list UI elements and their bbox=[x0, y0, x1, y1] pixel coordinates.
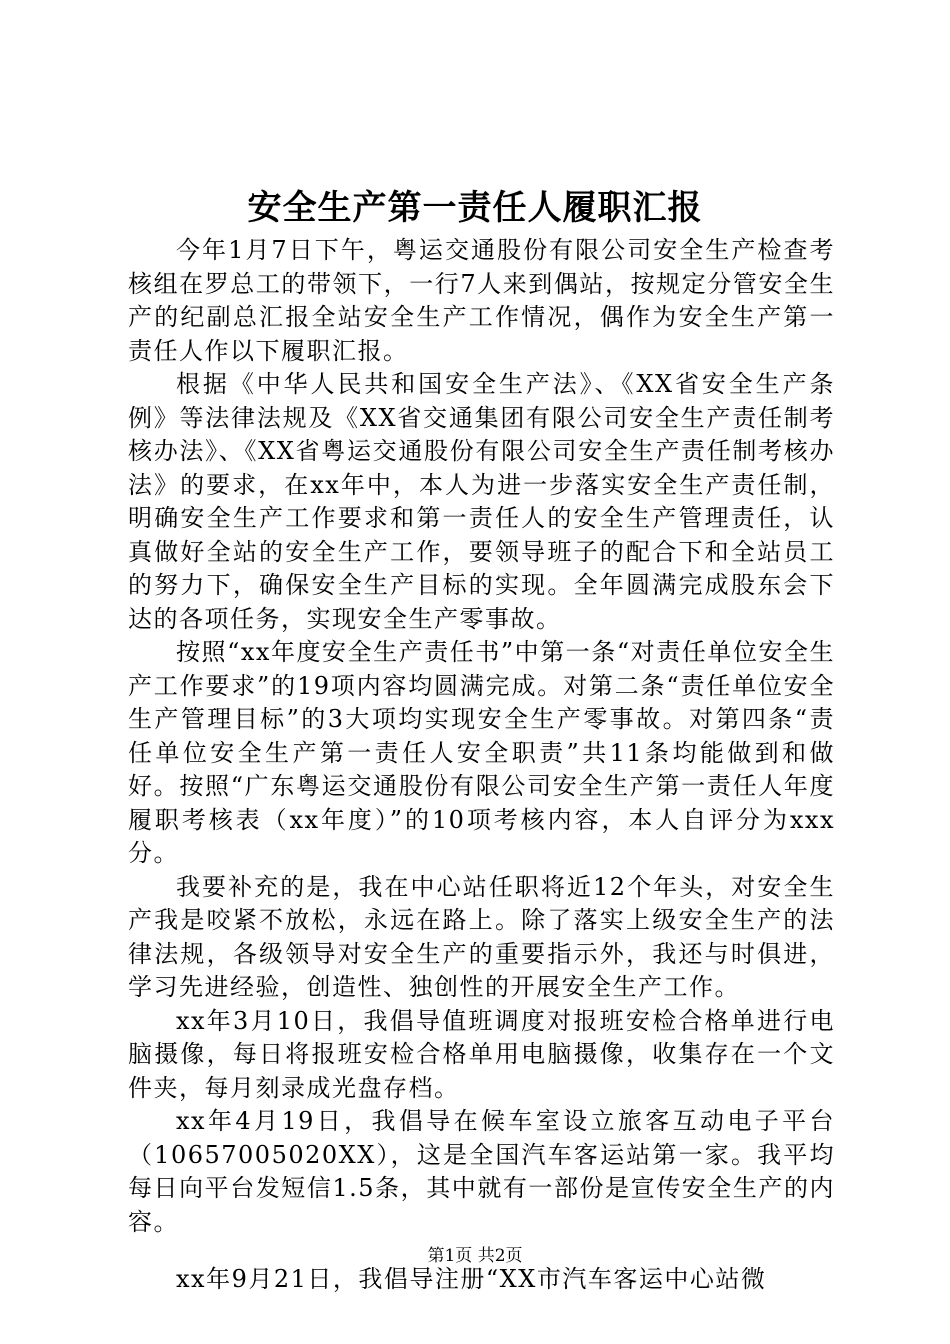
page-footer: 第1页 共2页 bbox=[427, 1246, 523, 1266]
paragraph-4: 我要补充的是，我在中心站任职将近12个年头，对安全生产我是咬紧不放松，永远在路上。除了落实上级安全生产的法律法规，各级领导对安全生产的重要指示外，我还与时俱进，学习先进经验，创造性、独创性的开展安全生产工作。 bbox=[128, 872, 835, 1001]
paragraph-3: 按照“xx年度安全生产责任书”中第一条“对责任单位安全生产工作要求”的19项内容均圆满完成。对第二条“责任单位安全生产管理目标”的3大项均实现安全生产零事故。对第四条“责任单位安全生产第一责任人安全职责”共11条均能做到和做好。按照“广东粤运交通股份有限公司安全生产第一责任人年度履职考核表（xx年度）”的10项考核内容，本人自评分为xxx分。 bbox=[128, 638, 835, 867]
document-body bbox=[128, 234, 835, 1297]
paragraph-7: xx年9月21日，我倡导注册“XX市汽车客运中心站微 bbox=[176, 1265, 767, 1293]
paragraph-5: xx年3月10日，我倡导值班调度对报班安检合格单进行电脑摄像，每日将报班安检合格单用电脑摄像，收集存在一个文件夹，每月刻录成光盘存档。 bbox=[128, 1006, 835, 1102]
paragraph-1: 今年1月7日下午，粤运交通股份有限公司安全生产检查考核组在罗总工的带领下，一行7人来到偶站，按规定分管安全生产的纪副总汇报全站安全生产工作情况，偶作为安全生产第一责任人作以下履职汇报。 bbox=[128, 236, 835, 365]
document-title: 安全生产第一责任人履职汇报 bbox=[247, 188, 703, 228]
paragraph-2: 根据《中华人民共和国安全生产法》、《XX省安全生产条例》等法律法规及《XX省交通集团有限公司安全生产责任制考核办法》、《XX省粤运交通股份有限公司安全生产责任制考核办法》的要求，在xx年中，本人为进一步落实安全生产责任制，明确安全生产工作要求和第一责任人的安全生产管理责任，认真做好全站的安全生产工作，要领导班子的配合下和全站员工的努力下，确保安全生产目标的实现。全年圆满完成股东会下达的各项任务，实现安全生产零事故。 bbox=[128, 370, 835, 633]
paragraph-6: xx年4月19日，我倡导在候车室设立旅客互动电子平台（10657005020XX），这是全国汽车客运站第一家。我平均每日向平台发短信1.5条，其中就有一部份是宣传安全生产的内容。 bbox=[128, 1107, 835, 1236]
